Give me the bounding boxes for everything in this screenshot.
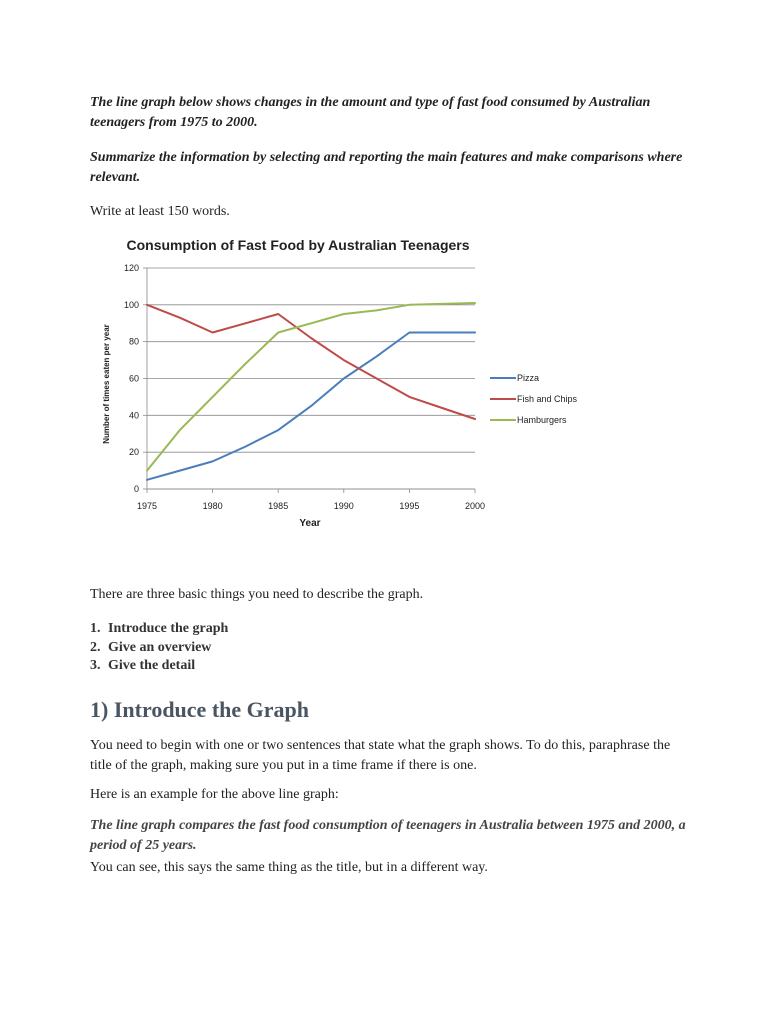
chart-title: Consumption of Fast Food by Australian Teenagers <box>126 237 470 253</box>
x-tick-label: 2000 <box>464 501 486 511</box>
example-sentence: The line graph compares the fast food consumption of teenagers in Australia between 1975 and 2000, a period of 25 years. <box>90 818 686 853</box>
y-tick-label: 20 <box>128 447 139 458</box>
x-tick-label: 1995 <box>399 501 420 511</box>
chart-grid <box>147 268 475 489</box>
x-axis-label: Year <box>299 518 321 529</box>
x-tick-label: 1975 <box>136 501 158 511</box>
line-chart <box>90 224 610 540</box>
list-item <box>90 620 228 639</box>
y-tick-label: 100 <box>123 299 139 310</box>
task-instruction: Summarize the information by selecting and reporting the main features and make comparisons where relevant. <box>90 150 683 185</box>
step-number: 2. <box>90 639 101 655</box>
chart-lines <box>147 303 475 480</box>
y-tick-label: 60 <box>128 373 139 384</box>
x-tick-label: 1980 <box>202 501 223 511</box>
example-intro: Here is an example for the above line graph: <box>90 787 339 802</box>
list-item <box>90 639 228 658</box>
word-count-note: Write at least 150 words. <box>90 204 230 219</box>
step-number: 3. <box>90 658 101 673</box>
section-text: You need to begin with one or two sentences that state what the graph shows. To do this, paraphrase the title of the graph, making sure you put in a time frame if there is one. <box>90 738 671 773</box>
step-label: Introduce the graph <box>108 621 229 636</box>
step-label: Give an overview <box>108 639 212 655</box>
list-item <box>90 657 228 676</box>
x-tick-label: 1990 <box>333 501 354 511</box>
steps-list <box>90 620 228 676</box>
y-tick-label: 0 <box>133 484 139 494</box>
legend-label: Fish and Chips <box>517 394 578 404</box>
y-tick-label: 120 <box>123 263 139 273</box>
step-number: 1. <box>90 621 101 636</box>
section-heading: 1) Introduce the Graph <box>90 697 309 722</box>
y-axis-label: Number of times eaten per year <box>102 324 111 444</box>
y-tick-label: 80 <box>128 336 139 347</box>
chart-ticks <box>124 263 485 511</box>
chart-legend <box>490 373 578 425</box>
closing-text: You can see, this says the same thing as the title, but in a different way. <box>90 860 488 875</box>
x-tick-label: 1985 <box>268 501 289 511</box>
series-line-hamburgers <box>147 303 475 471</box>
step-label: Give the detail <box>108 658 196 673</box>
legend-label: Pizza <box>517 373 540 383</box>
series-line-fish-and-chips <box>147 305 475 419</box>
y-tick-label: 40 <box>128 410 139 421</box>
legend-label: Hamburgers <box>517 415 567 425</box>
series-line-pizza <box>147 333 475 480</box>
three-things-text: There are three basic things you need to describe the graph. <box>90 587 424 602</box>
task-description: The line graph below shows changes in the amount and type of fast food consumed by Australian teenagers from 1975 to 2000. <box>90 95 651 130</box>
